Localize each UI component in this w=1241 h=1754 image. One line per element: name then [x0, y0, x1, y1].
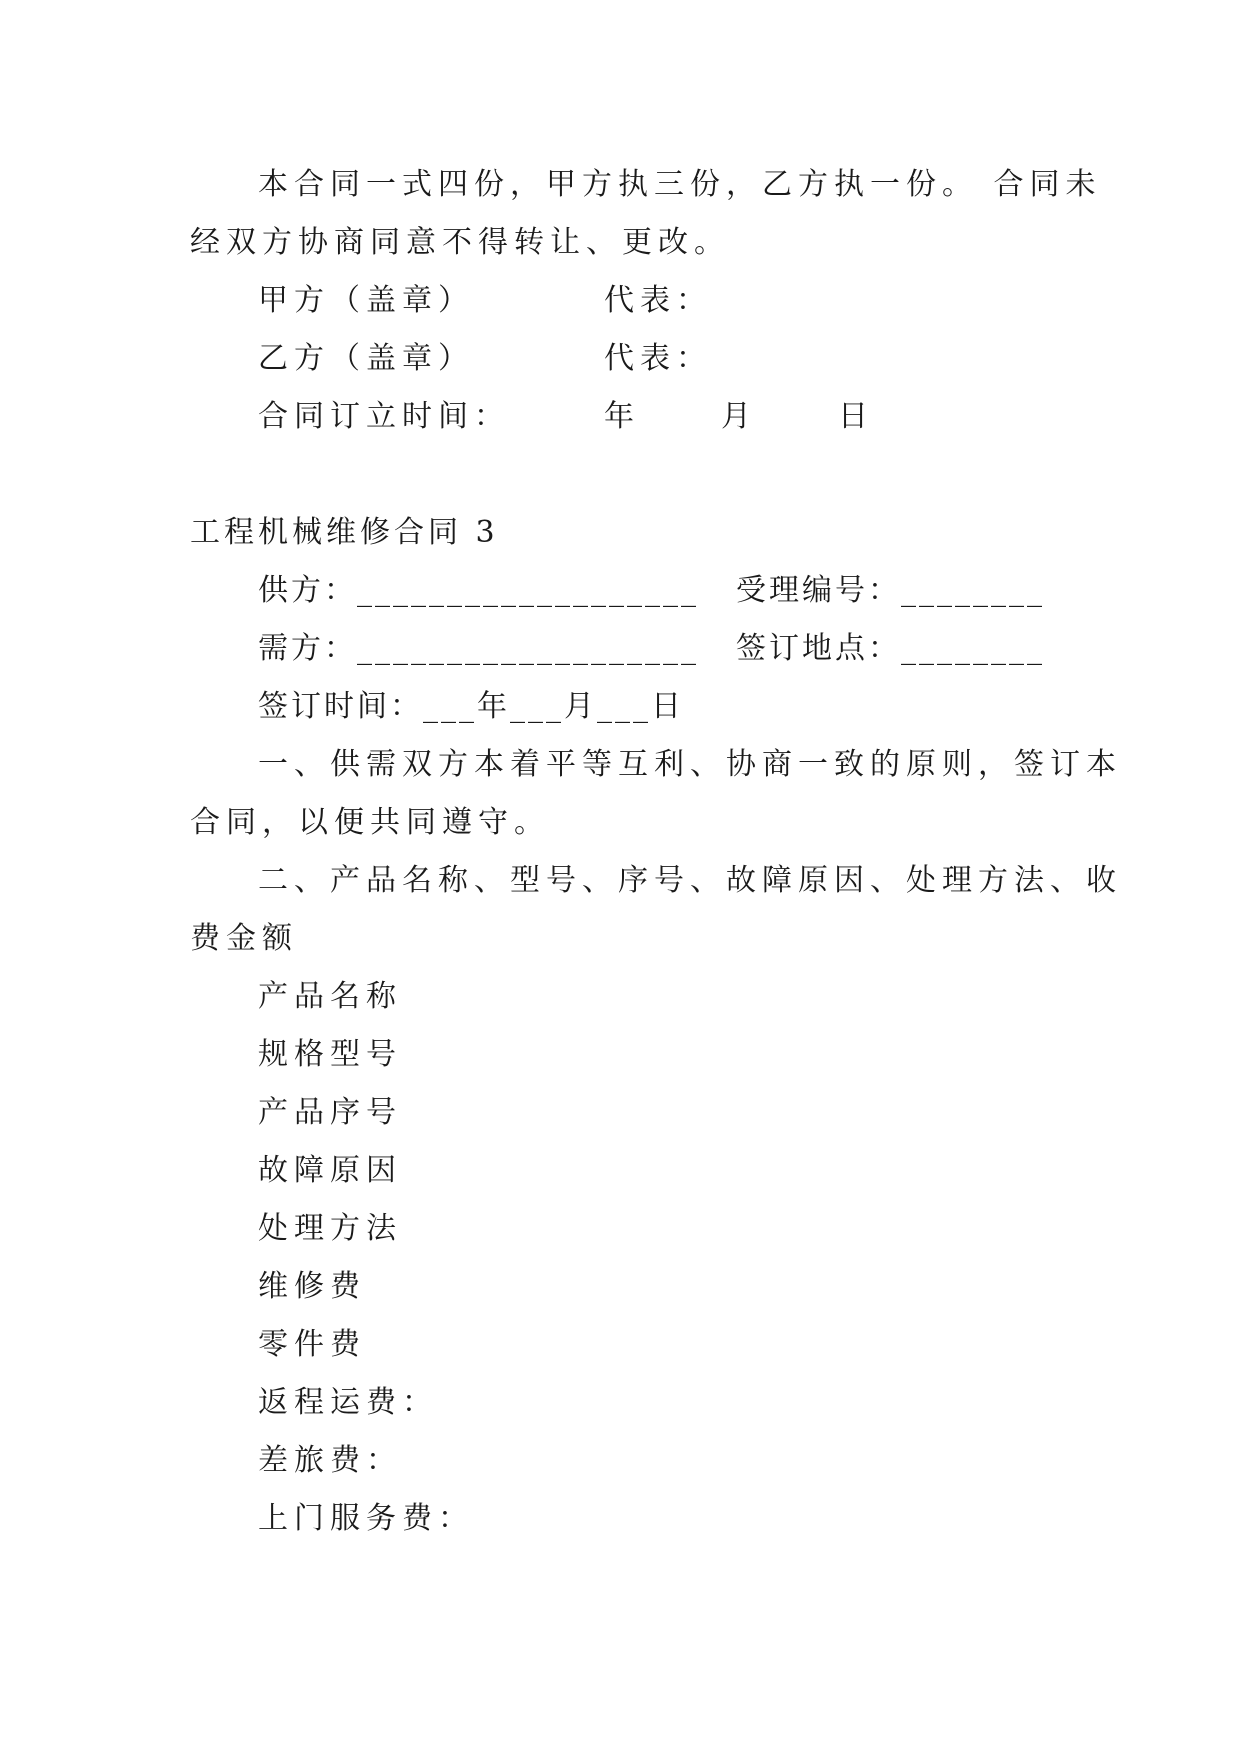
list-item: 处理方法 — [258, 1211, 402, 1246]
list-item: 产品名称 — [258, 979, 402, 1014]
list-item: 零件费 — [258, 1327, 366, 1362]
list-item: 上门服务费： — [258, 1501, 474, 1536]
buyer-field: 需方：___________________ — [258, 631, 699, 666]
list-item: 规格型号 — [258, 1037, 402, 1072]
supplier-field: 供方：___________________ — [258, 573, 699, 608]
clause-2-line: 二、产品名称、型号、序号、故障原因、处理方法、收 — [258, 863, 1122, 898]
signing-date-field: 签订时间：___年___月___日 — [258, 689, 684, 724]
list-item: 返程运费： — [258, 1385, 438, 1420]
clause-1-line: 合同，以便共同遵守。 — [190, 805, 550, 840]
year-label: 年 — [604, 399, 640, 434]
list-item: 产品序号 — [258, 1095, 402, 1130]
day-label: 日 — [838, 399, 874, 434]
paragraph-line: 经双方协商同意不得转让、更改。 — [190, 225, 730, 260]
list-item: 差旅费： — [258, 1443, 402, 1478]
party-a-rep-label: 代表： — [604, 283, 712, 318]
list-item: 故障原因 — [258, 1153, 402, 1188]
list-item: 维修费 — [258, 1269, 366, 1304]
party-a-label: 甲方（盖章） — [258, 283, 474, 318]
clause-2-line: 费金额 — [190, 921, 298, 956]
contract-title: 工程机械维修合同 3 — [190, 515, 499, 550]
month-label: 月 — [721, 399, 757, 434]
clause-1-line: 一、供需双方本着平等互利、协商一致的原则，签订本 — [258, 747, 1122, 782]
party-b-label: 乙方（盖章） — [258, 341, 474, 376]
paragraph-line: 本合同一式四份，甲方执三份，乙方执一份。 合同未 — [258, 167, 1102, 202]
party-b-rep-label: 代表： — [604, 341, 712, 376]
acceptance-number-field: 受理编号：________ — [736, 573, 1045, 608]
signing-time-label: 合同订立时间： — [258, 399, 510, 434]
signing-place-field: 签订地点：________ — [736, 631, 1045, 666]
